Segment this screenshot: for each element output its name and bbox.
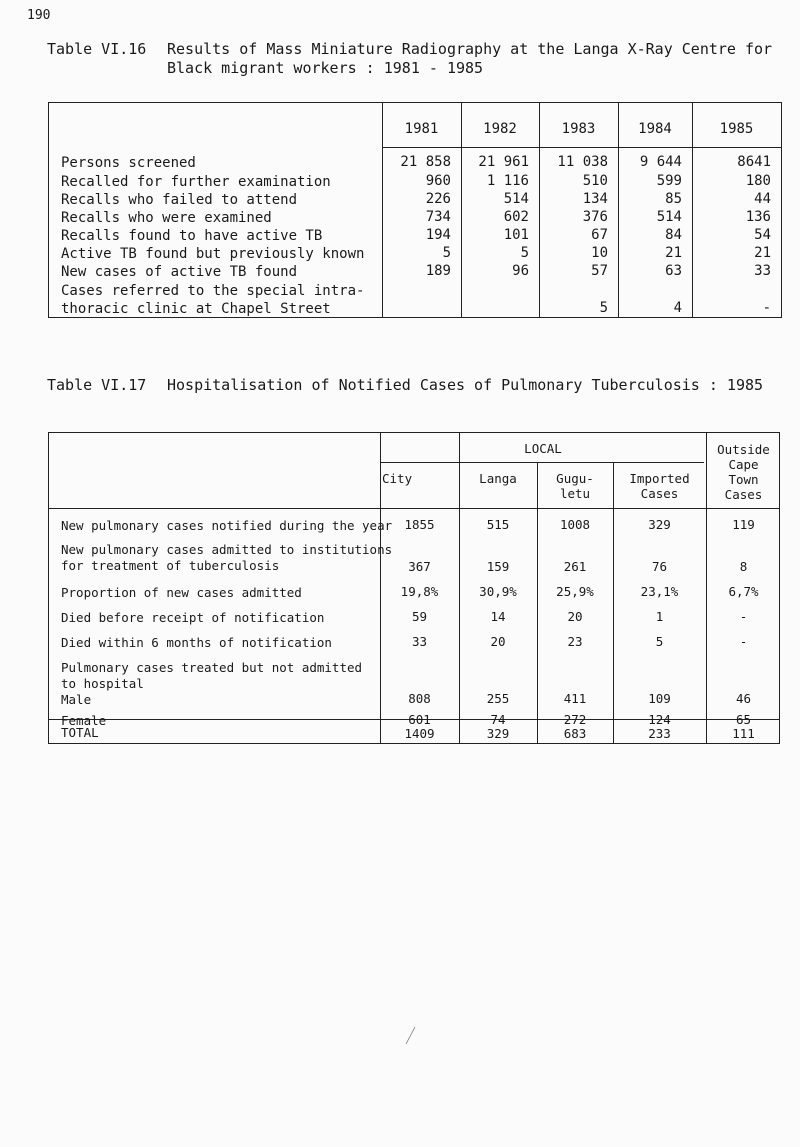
table2-caption <box>47 376 797 395</box>
year-header: 1984 <box>638 121 672 137</box>
table2-title: Hospitalisation of Notified Cases of Pulmonary Tuberculosis : 1985 <box>167 376 764 394</box>
column-header-line: Cases <box>724 487 763 502</box>
column-header-line: letu <box>559 486 591 501</box>
data-cell: 5 <box>442 245 451 261</box>
data-cell: 514 <box>656 209 682 225</box>
data-cell: 6,7% <box>728 584 759 599</box>
data-cell: 159 <box>486 559 510 574</box>
data-cell: 255 <box>486 691 510 706</box>
data-cell: 59 <box>411 609 428 624</box>
table1-caption <box>47 40 797 77</box>
data-cell: 1 <box>655 609 664 624</box>
data-cell: 136 <box>745 209 771 225</box>
data-cell: 10 <box>591 245 608 261</box>
row-label: Recalls who were examined <box>61 210 272 226</box>
year-header: 1982 <box>483 121 517 137</box>
data-cell: 20 <box>490 634 506 649</box>
row-label: Recalls found to have active TB <box>61 228 323 244</box>
data-cell: 4 <box>673 300 682 316</box>
data-cell: 514 <box>503 191 529 207</box>
data-cell: 808 <box>408 691 431 706</box>
data-cell: 63 <box>665 263 682 279</box>
column-header-imported <box>613 471 706 501</box>
data-cell: 101 <box>503 227 529 243</box>
data-cell: 23 <box>567 634 583 649</box>
row-label: New pulmonary cases notified during the year <box>61 518 393 533</box>
total-cell: 111 <box>732 726 755 741</box>
data-cell: 8 <box>739 559 748 574</box>
data-cell: 57 <box>591 263 608 279</box>
data-cell: 1 116 <box>486 173 529 189</box>
data-cell: 96 <box>512 263 529 279</box>
data-cell: 1008 <box>559 517 591 532</box>
data-cell: 54 <box>754 227 771 243</box>
data-cell: 226 <box>425 191 451 207</box>
table2-label: Table VI.17 <box>47 376 147 394</box>
table1 <box>48 102 782 318</box>
data-cell: 21 858 <box>400 154 451 170</box>
row-label: Persons screened <box>61 155 196 171</box>
data-cell: 601 <box>408 712 431 727</box>
data-cell: 19,8% <box>400 584 439 599</box>
data-cell: 124 <box>648 712 671 727</box>
year-header: 1985 <box>719 121 754 137</box>
data-cell: 1855 <box>404 517 435 532</box>
data-cell: 21 <box>754 245 771 261</box>
data-cell: 329 <box>648 517 671 532</box>
data-cell: 261 <box>563 559 587 574</box>
data-cell: 76 <box>651 559 668 574</box>
table1-title: Results of Mass Miniature Radiography at the Langa X-Ray Centre for Black migrant workers : 1981 - 1985 <box>167 40 773 77</box>
pencil-mark <box>405 1025 417 1045</box>
row-label: New cases of active TB found <box>61 264 298 280</box>
total-cell: 1409 <box>404 726 435 741</box>
column-header-langa: Langa <box>479 471 517 486</box>
data-cell: 960 <box>425 173 451 189</box>
total-label: TOTAL <box>61 725 99 740</box>
data-cell: 272 <box>563 712 587 727</box>
data-cell: - <box>762 300 771 316</box>
data-cell: 367 <box>408 559 431 574</box>
data-cell: 411 <box>563 691 587 706</box>
data-cell: 21 <box>665 245 682 261</box>
row-label-continued: to hospital <box>61 676 144 691</box>
data-cell: 109 <box>648 691 671 706</box>
row-label: Proportion of new cases admitted <box>61 585 302 600</box>
local-header: LOCAL <box>524 441 562 456</box>
data-cell: 180 <box>745 173 771 189</box>
column-header-line: Cape <box>728 457 759 472</box>
data-cell: 376 <box>582 209 608 225</box>
row-label: Recalls who failed to attend <box>61 192 298 208</box>
column-header-gugulethu <box>537 471 613 501</box>
data-cell: 8641 <box>737 154 771 170</box>
table1-label: Table VI.16 <box>47 40 147 58</box>
column-header-line: Gugu- <box>556 471 594 486</box>
data-cell: 134 <box>582 191 608 207</box>
total-cell: 233 <box>648 726 671 741</box>
data-cell: 734 <box>425 209 451 225</box>
data-cell: 602 <box>503 209 529 225</box>
year-header: 1983 <box>561 121 596 137</box>
data-cell: 44 <box>754 191 771 207</box>
data-cell: 65 <box>735 712 752 727</box>
data-cell: - <box>739 609 748 624</box>
data-cell: 84 <box>665 227 682 243</box>
data-cell: 5 <box>655 634 664 649</box>
row-label: Female <box>61 713 107 728</box>
column-header-line: Town <box>728 472 759 487</box>
data-cell: 25,9% <box>556 584 594 599</box>
row-label: New pulmonary cases admitted to institutions <box>61 542 393 557</box>
year-header: 1981 <box>404 121 439 137</box>
row-label: Active TB found but previously known <box>61 246 365 262</box>
data-cell: 5 <box>520 245 529 261</box>
data-cell: 85 <box>665 191 682 207</box>
row-label: Recalled for further examination <box>61 174 331 190</box>
row-label: Died before receipt of notification <box>61 610 325 625</box>
row-label-continued: thoracic clinic at Chapel Street <box>61 301 331 317</box>
data-cell: - <box>739 634 748 649</box>
data-cell: 23,1% <box>640 584 679 599</box>
data-cell: 33 <box>411 634 428 649</box>
data-cell: 21 961 <box>478 154 529 170</box>
row-label: Male <box>61 692 92 707</box>
data-cell: 515 <box>486 517 510 532</box>
data-cell: 20 <box>567 609 583 624</box>
data-cell: 599 <box>656 173 682 189</box>
data-cell: 74 <box>490 712 506 727</box>
page-number: 190 <box>27 8 51 23</box>
column-header-outside <box>706 442 781 502</box>
column-header-line: Cases <box>640 486 679 501</box>
data-cell: 9 644 <box>639 154 682 170</box>
data-cell: 67 <box>591 227 608 243</box>
data-cell: 189 <box>425 263 451 279</box>
data-cell: 11 038 <box>557 154 608 170</box>
data-cell: 5 <box>599 300 608 316</box>
column-header-city: City <box>382 471 413 486</box>
row-label-continued: for treatment of tuberculosis <box>61 558 280 573</box>
row-label: Pulmonary cases treated but not admitted <box>61 660 363 675</box>
table2 <box>48 432 780 744</box>
column-header-line: Imported <box>629 471 690 486</box>
total-cell: 329 <box>486 726 510 741</box>
data-cell: 46 <box>735 691 752 706</box>
total-cell: 683 <box>563 726 587 741</box>
data-cell: 33 <box>754 263 771 279</box>
data-cell: 194 <box>425 227 451 243</box>
data-cell: 14 <box>490 609 506 624</box>
data-cell: 30,9% <box>479 584 517 599</box>
data-cell: 510 <box>582 173 608 189</box>
column-header-line: Outside <box>717 442 770 457</box>
data-cell: 119 <box>732 517 755 532</box>
row-label: Cases referred to the special intra- <box>61 283 365 299</box>
row-label: Died within 6 months of notification <box>61 635 332 650</box>
